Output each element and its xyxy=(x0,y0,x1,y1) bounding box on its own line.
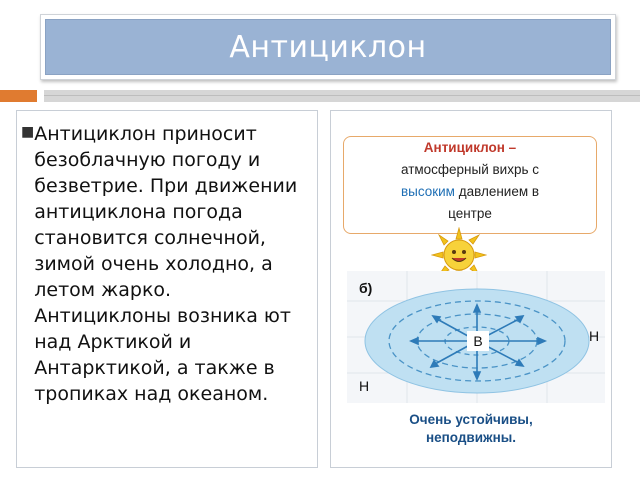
title-bar xyxy=(45,19,611,75)
edge-label-right: Н xyxy=(589,328,600,344)
definition-rest: давлением в xyxy=(458,184,540,199)
slide-title: Антициклон xyxy=(229,29,427,65)
diagram-caption xyxy=(331,411,611,447)
bullet-item xyxy=(21,121,311,407)
accent-bar xyxy=(0,90,640,102)
title-frame xyxy=(40,14,616,80)
definition-line2 xyxy=(344,181,596,203)
accent-orange-block xyxy=(0,90,37,102)
anticyclone-diagram xyxy=(347,271,605,403)
definition-title: Антициклон – xyxy=(423,140,517,155)
edge-label-left: Н xyxy=(359,378,370,394)
definition-line3: центре xyxy=(448,206,492,221)
accent-gray-line xyxy=(44,90,640,102)
caption-line2: неподвижны. xyxy=(425,430,517,445)
center-label: В xyxy=(473,333,483,349)
definition-box xyxy=(343,136,597,234)
text-panel xyxy=(16,110,318,468)
bullet-text: Антициклон приносит безоблачную погоду и безветрие. При движении антициклона погода становится солнечной, зимой очень холодно, а летом жарко. Антициклоны возника ют над Арктикой и Антарктикой, а также в тропиках над океаном. xyxy=(34,123,298,405)
bullet-marker-icon: ■ xyxy=(21,124,35,140)
definition-line1: атмосферный вихрь с xyxy=(400,162,539,177)
diagram-label: б) xyxy=(359,280,373,296)
image-panel xyxy=(330,110,612,468)
definition-high-word: высоким xyxy=(400,184,455,199)
caption-line1: Очень устойчивы, xyxy=(409,412,533,427)
